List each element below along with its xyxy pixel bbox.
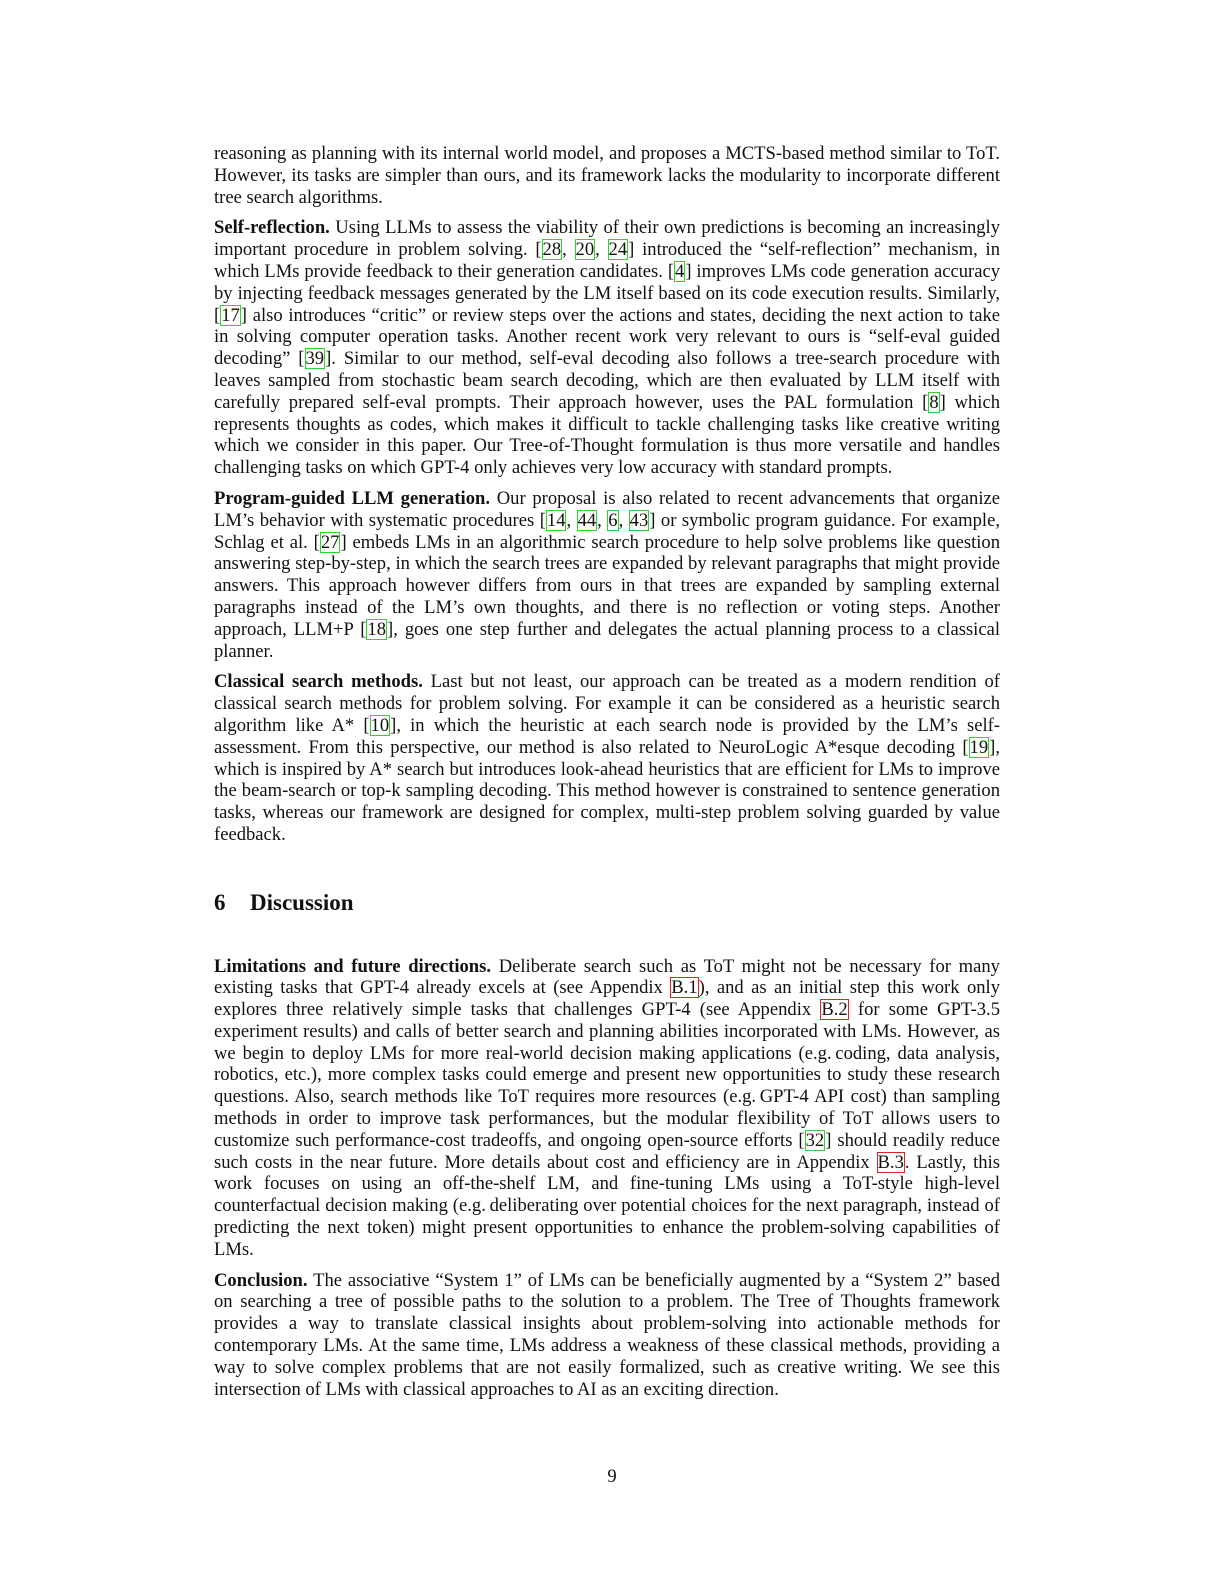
citation-bracket-open: [ (922, 391, 929, 413)
conclusion-paragraph (214, 1270, 1000, 1401)
citation-bracket-open: [ (214, 304, 221, 326)
citation-link-8[interactable]: 8 (929, 391, 939, 413)
citation-bracket-close: ] (989, 736, 996, 758)
citation-bracket-open: [ (363, 714, 370, 736)
program-guided-heading: Program-guided LLM generation. (214, 487, 490, 509)
citation-bracket-open: [ (667, 260, 675, 282)
limitations-text-4: should readily reduce such costs in the near future. More details about cost and efficiency are in Appendix (214, 1129, 1000, 1173)
classical-search-text-3: , which is inspired by A* search but introduces look-ahead heuristics that are efficient for LMs to improve the beam-search or top-k sampling decoding. This method however is constrained to sentence generation tasks, whereas our framework are designed for complex, multi-step problem solving guarded by value feedback. (214, 736, 1000, 845)
citation-bracket-close: ] (390, 714, 397, 736)
citation-bracket-close: ] (939, 391, 946, 413)
self-reflection-text-6: which represents thoughts as codes, which makes it difficult to tackle challenging tasks like creative writing which we consider in this paper. Our Tree-of-Thought formulation is thus more versatile and handles challenging tasks on which GPT-4 only achieves very low accuracy with standard prompts. (214, 391, 1000, 479)
citation-link-39[interactable]: 39 (305, 348, 325, 370)
limitations-heading: Limitations and future directions. (214, 955, 492, 977)
intro-paragraph (214, 143, 1000, 208)
conclusion-text: The associative “System 1” of LMs can be beneficially augmented by a “System 2” based on searching a tree of possible paths to the solution to a problem. The Tree of Thoughts framework provides a way to translate classical insights about problem-solving into actionable methods for contemporary LMs. At the same time, LMs address a weakness of these classical methods, providing a way to solve complex problems that are not easily formalized, such as creative writing. We see this intersection of LMs with classical approaches to AI as an exciting direction. (214, 1269, 1000, 1400)
appendix-link-b3[interactable]: B.3 (877, 1151, 904, 1173)
citation-link-24[interactable]: 24 (608, 239, 628, 261)
limitations-text-5: . Lastly, this work focuses on using an off-the-shelf LM, and fine-tuning LMs using a ToT-style high-level counterfactual decision making (e.g. deliberating over potential choices for the next paragraph, instead of predicting the next token) might present opportunities to enhance the problem-solving capabilities of LMs. (214, 1151, 1000, 1260)
classical-search-paragraph (214, 671, 1000, 845)
page-body (214, 143, 1000, 1409)
limitations-text-3: for some GPT-3.5 experiment results) and calls of better search and planning abilities incorporated with LMs. However, as we begin to deploy LMs for more real-world decision making applications (e.g. coding, data analysis, robotics, etc.), more complex tasks could emerge and present new opportunities to study these research questions. Also, search methods like ToT requires more resources (e.g. GPT-4 API cost) than sampling methods in order to improve task performances, but the modular flexibility of ToT allows users to customize such performance-cost tradeoffs, and ongoing open-source efforts (214, 999, 1000, 1151)
citation-link-17[interactable]: 17 (221, 304, 240, 326)
citation-bracket-open: [ (313, 531, 320, 553)
self-reflection-text-3: improves LMs code generation accuracy by injecting feedback messages generated by the LM itself based on its code execution results. Similarly, (214, 260, 1000, 304)
program-guided-paragraph (214, 488, 1000, 662)
citation-sep: , (597, 509, 608, 531)
self-reflection-text-2: introduced the “self-reflection” mechanism, in which LMs provide feedback to their generation candidates. (214, 239, 1000, 282)
citation-link-27[interactable]: 27 (320, 531, 340, 553)
citation-link-18[interactable]: 18 (367, 618, 386, 640)
citation-link-4[interactable]: 4 (675, 260, 685, 282)
citation-link-44[interactable]: 44 (577, 509, 597, 531)
self-reflection-text-4: also introduces “critic” or review steps over the actions and states, deciding the next action to take in solving computer operation tasks. Another recent work very relevant to ours is “self-eval guided decoding” (214, 304, 1000, 370)
page-number: 9 (607, 1466, 617, 1487)
citation-sep: , (595, 239, 608, 261)
citation-bracket-open: [ (360, 618, 367, 640)
citation-bracket-open: [ (535, 239, 542, 261)
citation-sep: , (618, 509, 629, 531)
citation-link-28[interactable]: 28 (542, 239, 562, 261)
citation-bracket-open: [ (539, 509, 546, 531)
citation-link-43[interactable]: 43 (629, 509, 649, 531)
citation-bracket-close: ] (340, 531, 347, 553)
citation-link-32[interactable]: 32 (805, 1129, 825, 1151)
self-reflection-text-5: . Similar to our method, self-eval decoding also follows a tree-search procedure with leaves sampled from stochastic beam search decoding, which are then evaluated by LLM itself with carefully prepared self-eval prompts. Their approach however, uses the PAL formulation (214, 348, 1000, 413)
limitations-text-1: Deliberate search such as ToT might not be necessary for many existing tasks that GPT-4 already excels at (see Appendix (214, 955, 1000, 999)
section-title: Discussion (250, 889, 354, 915)
citation-link-10[interactable]: 10 (370, 714, 390, 736)
section-heading (214, 889, 1000, 915)
citation-bracket-open: [ (298, 348, 305, 370)
appendix-link-b1[interactable]: B.1 (671, 977, 698, 999)
program-guided-text-4: , goes one step further and delegates the actual planning process to a classical planner. (214, 618, 1001, 662)
citation-sep: , (566, 509, 577, 531)
citation-bracket-close: ] (628, 239, 635, 261)
self-reflection-heading: Self-reflection. (214, 217, 330, 239)
citation-bracket-open: [ (962, 736, 969, 758)
citation-link-14[interactable]: 14 (546, 509, 566, 531)
citation-bracket-open: [ (798, 1129, 805, 1151)
section-number: 6 (214, 889, 226, 915)
classical-search-text-2: , in which the heuristic at each search node is provided by the LM’s self-assessment. From this perspective, our method is also related to NeuroLogic A*esque decoding (214, 714, 1001, 758)
intro-text: reasoning as planning with its internal world model, and proposes a MCTS-based method similar to ToT. However, its tasks are simpler than ours, and its framework lacks the modularity to incorporate different tree search algorithms. (214, 143, 1000, 208)
classical-search-heading: Classical search methods. (214, 671, 423, 693)
citation-bracket-close: ] (240, 304, 247, 326)
limitations-paragraph (214, 956, 1000, 1261)
self-reflection-paragraph (214, 217, 1000, 479)
citation-link-20[interactable]: 20 (575, 239, 595, 261)
citation-bracket-close: ] (685, 260, 692, 282)
program-guided-text-1: Our proposal is also related to recent advancements that organize LM’s behavior with systematic procedures (214, 487, 1000, 531)
program-guided-text-2: or symbolic program guidance. For example, Schlag et al. (214, 509, 1000, 553)
self-reflection-text-1: Using LLMs to assess the viability of their own predictions is becoming an increasingly important procedure in problem solving. (214, 217, 1000, 261)
limitations-text-2: ), and as an initial step this work only explores three relatively simple tasks that challenges GPT-4 (see Appendix (214, 977, 1000, 1021)
classical-search-text-1: Last but not least, our approach can be treated as a modern rendition of classical search methods for problem solving. For example it can be considered as a heuristic search algorithm like A* (214, 671, 1000, 736)
conclusion-heading: Conclusion. (214, 1269, 308, 1291)
program-guided-text-3: embeds LMs in an algorithmic search procedure to help solve problems like question answering step-by-step, in which the search trees are expanded by relevant paragraphs that might provide answers. This approach however differs from ours in that trees are expanded by sampling external paragraphs instead of the LM’s own thoughts, and there is no reflection or voting steps. Another approach, LLM+P (214, 531, 1000, 640)
citation-sep: , (562, 239, 575, 261)
appendix-link-b2[interactable]: B.2 (821, 999, 848, 1021)
citation-bracket-close: ] (386, 618, 394, 640)
citation-bracket-close: ] (649, 509, 656, 531)
citation-link-6[interactable]: 6 (608, 509, 618, 531)
citation-bracket-close: ] (825, 1129, 832, 1151)
citation-link-19[interactable]: 19 (969, 736, 989, 758)
citation-bracket-close: ] (325, 348, 332, 370)
